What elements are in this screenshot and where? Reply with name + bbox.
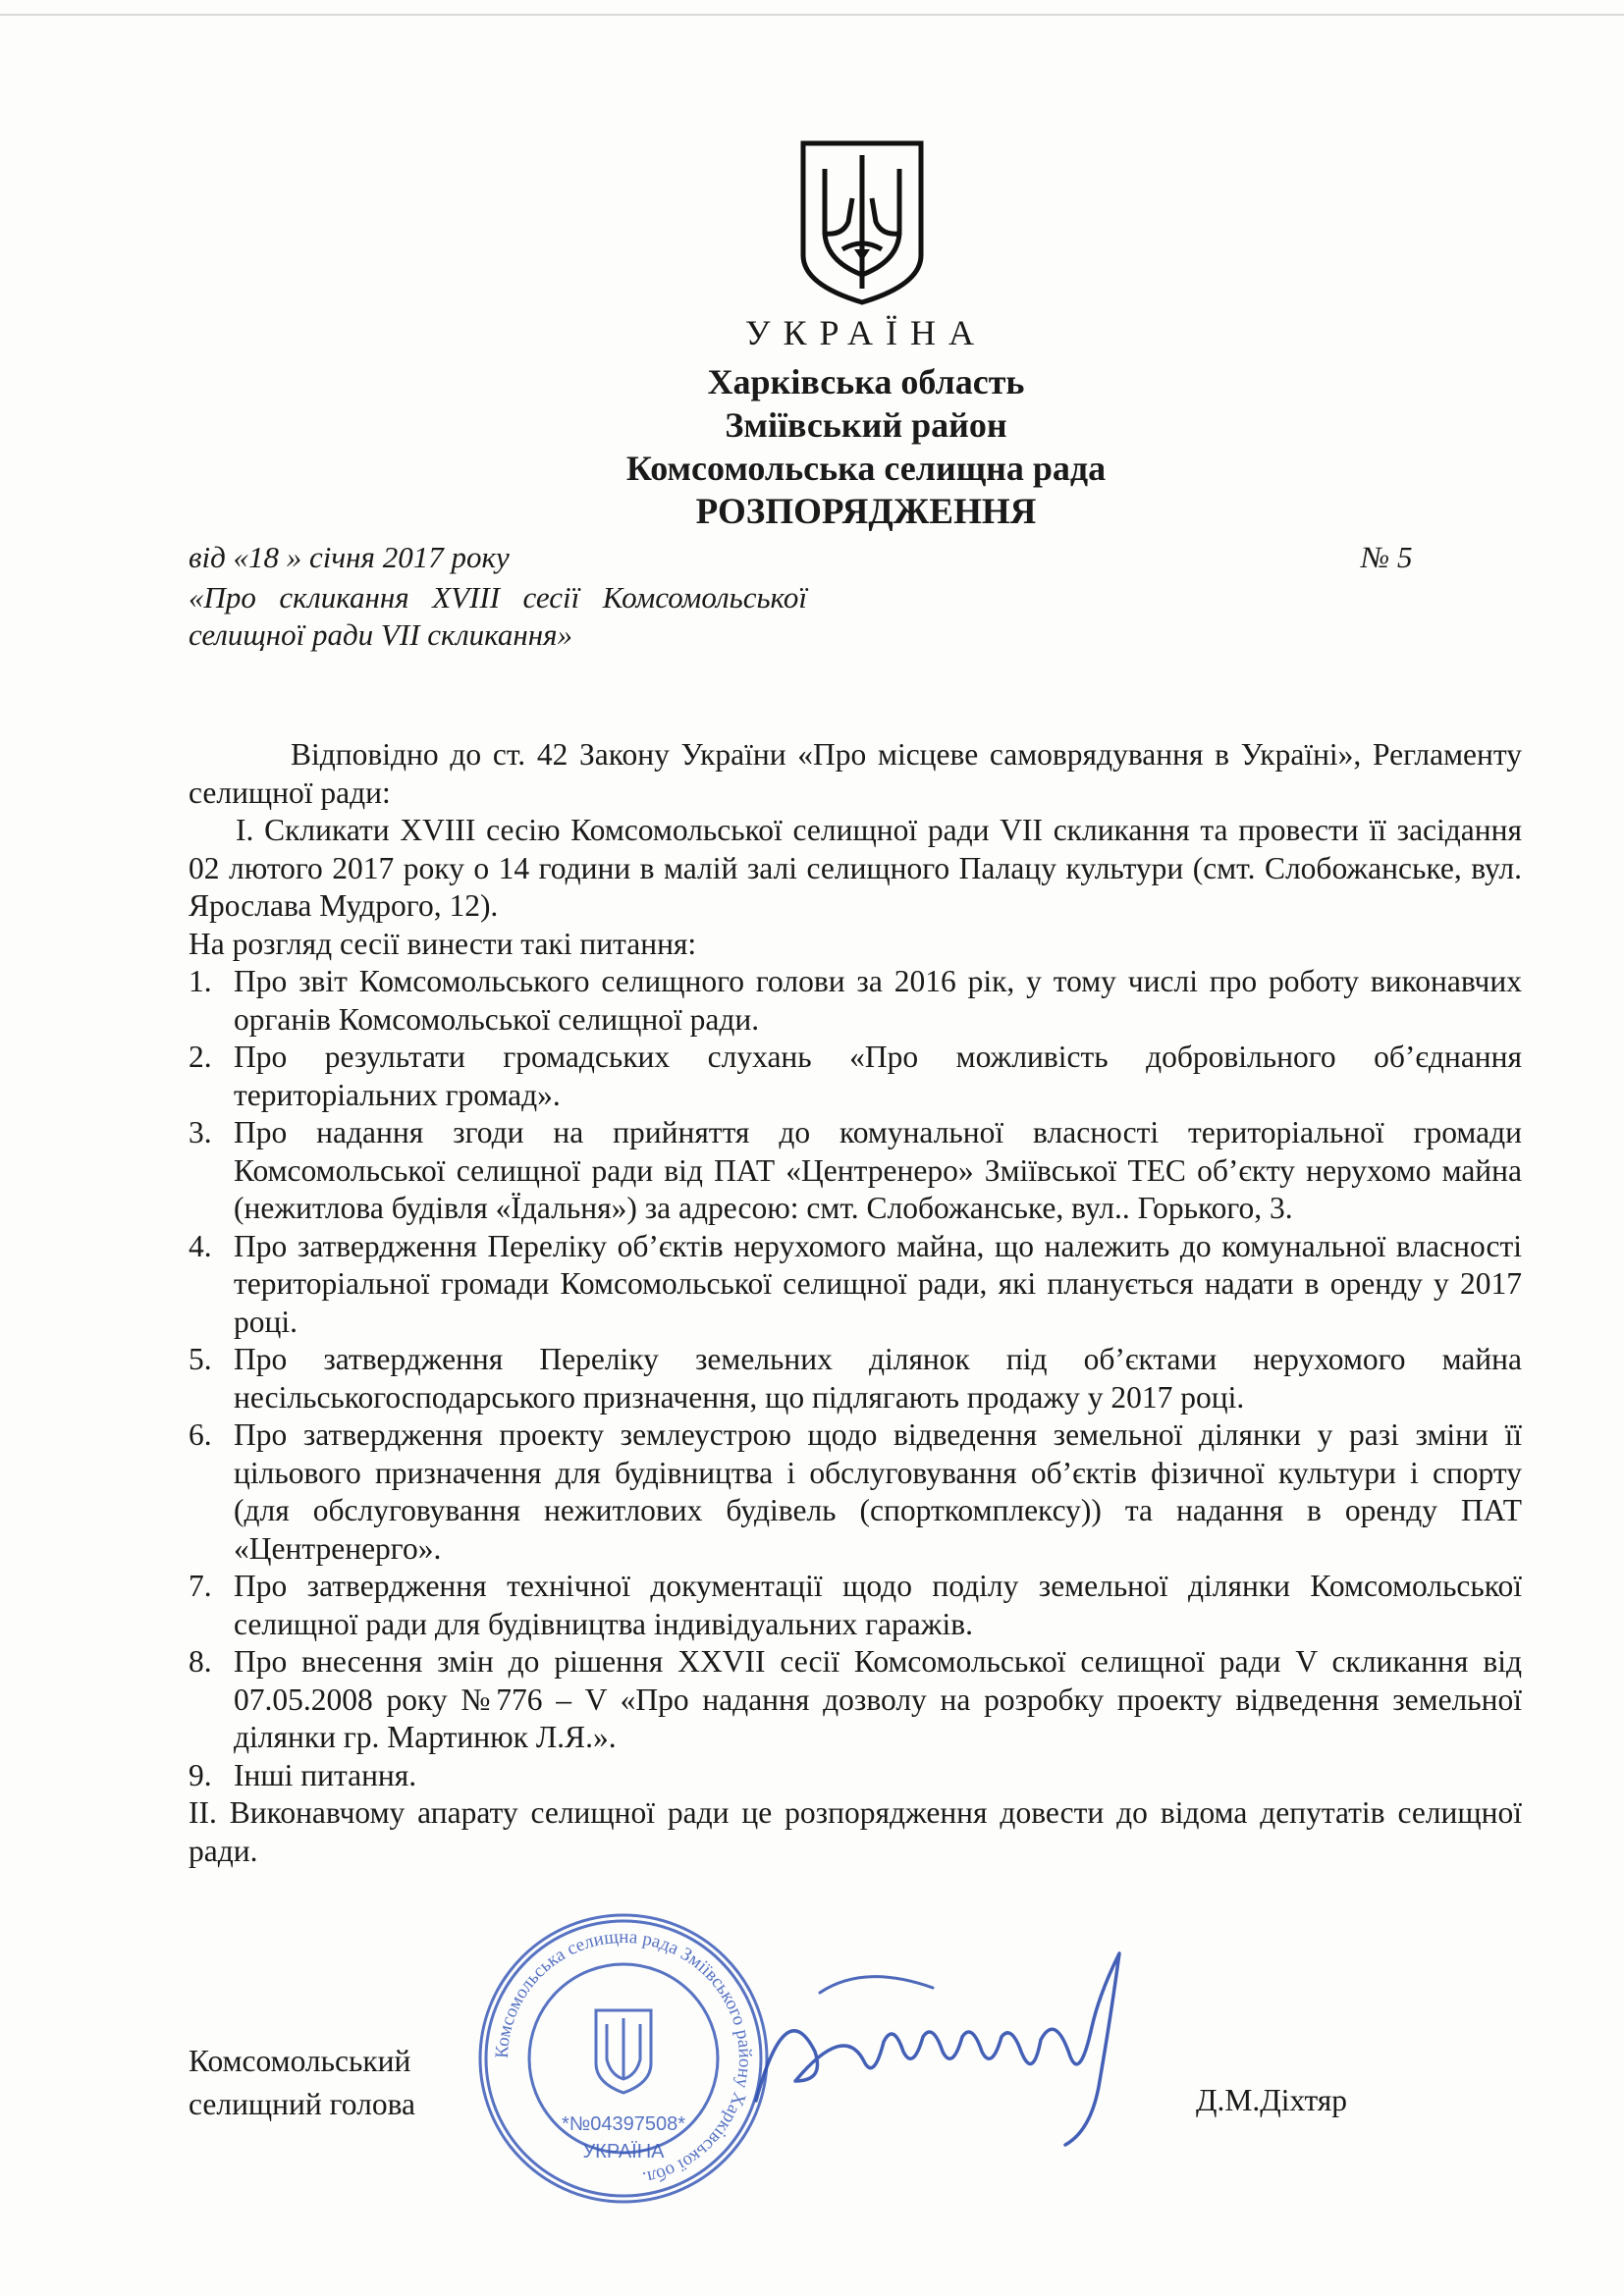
handwritten-signature [727, 1934, 1188, 2160]
list-item [189, 1228, 1522, 1342]
item-text: Про внесення змін до рішення XXVII сесії Комсомольської селищної ради V скликання від 07.05.2008 року №776 – V «Про надання дозволу на розробку проекту відведення земельної ділянки гр. Мартинюк Л.Я.». [234, 1644, 1522, 1754]
district-heading: Зміївський район [725, 405, 1007, 445]
list-item [189, 1114, 1522, 1228]
council-heading: Комсомольська селищна рада [625, 449, 1107, 488]
list-item [189, 1568, 1522, 1643]
country-heading: УКРАЇНА [745, 313, 987, 352]
position-line-2: селищний голова [189, 2087, 416, 2121]
document-body [189, 736, 1522, 1870]
document-type-heading: РОЗПОРЯДЖЕННЯ [695, 492, 1037, 532]
stamp-country: УКРАЇНА [582, 2141, 665, 2163]
item-number: 3. [189, 1115, 212, 1149]
item-number: 2. [189, 1040, 212, 1074]
item-text: Про затвердження Переліку земельних ділянок під об’єктами нерухомого майна несільськогосподарського призначення, що підлягають продажу у 2017 році. [234, 1342, 1522, 1415]
section-one: I. Скликати XVIII сесію Комсомольської селищної ради VII скликання та провести її засідання 02 лютого 2017 року о 14 години в малій залі селищного Палацу культури (смт. Слобожанське, вул. Ярослава Мудрого, 12). [189, 813, 1522, 923]
document-date: від «18 » січня 2017 року [189, 540, 510, 574]
item-number: 9. [189, 1757, 212, 1792]
item-text: Про звіт Комсомольського селищного голови за 2016 рік, у тому числі про роботу виконавчих органів Комсомольської селищної ради. [234, 964, 1522, 1037]
item-text: Про затвердження Переліку об’єктів нерухомого майна, що належить до комунальної власності територіальної громади Комсомольської селищної ради, які планується надати в оренду у 2017 році. [234, 1228, 1522, 1339]
list-item [189, 1341, 1522, 1416]
list-item [189, 1757, 1522, 1795]
item-text: Про надання згоди на прийняття до комунальної власності територіальної громади Комсомольської селищної ради від ПАТ «Центренеро» Зміївської ТЕС об’єкту нерухомо майна (нежитлова будівля «Їдальня») за адресою: смт. Слобожанське, вул.. Горького, 3. [234, 1115, 1522, 1225]
document-number: № 5 [1361, 540, 1413, 574]
item-number: 8. [189, 1644, 212, 1679]
position-line-1: Комсомольський [189, 2044, 411, 2078]
item-number: 1. [189, 964, 212, 998]
list-item [189, 1416, 1522, 1568]
signatory-position [189, 2040, 415, 2126]
section-two: II. Виконавчому апарату селищної ради це розпорядження довести до відома депутатів селищної ради. [189, 1795, 1522, 1868]
agenda-intro: На розгляд сесії винести такі питання: [189, 926, 697, 961]
item-number: 4. [189, 1228, 212, 1263]
item-number: 6. [189, 1417, 212, 1452]
signatory-name: Д.М.Діхтяр [1196, 2083, 1348, 2117]
agenda-list [189, 963, 1522, 1794]
list-item [189, 1039, 1522, 1114]
region-heading: Харківська область [707, 362, 1025, 401]
trident-emblem-icon [797, 139, 927, 306]
stamp-code: *№04397508* [561, 2113, 686, 2135]
item-text: Про затвердження проекту землеустрою щодо відведення земельної ділянки у разі зміни її цільового призначення для будівництва і обслуговування об’єктів фізичної культури і спорту (для обслуговування нежитлових будівель (спорткомплексу)) та надання в оренду ПАТ «Центренерго». [234, 1417, 1522, 1566]
list-item [189, 1643, 1522, 1757]
item-number: 5. [189, 1342, 212, 1376]
preamble: Відповідно до ст. 42 Закону України «Про місцеве самоврядування в Україні», Регламенту селищної ради: [189, 737, 1522, 810]
item-text: Інші питання. [234, 1757, 417, 1792]
item-text: Про результати громадських слухань «Про можливість добровільного об’єднання територіальних громад». [234, 1040, 1522, 1112]
list-item [189, 963, 1522, 1039]
item-text: Про затвердження технічної документації щодо поділу земельної ділянки Комсомольської селищної ради для будівництва індивідуальних гаражів. [234, 1569, 1522, 1641]
scan-top-edge [0, 14, 1624, 16]
item-number: 7. [189, 1569, 212, 1603]
document-subject: «Про скликання XVIII сесії Комсомольської селищної ради VII скликання» [189, 580, 807, 652]
stamp-ring-text: Комсомольська селищна рада Зміївського району Харківської обл. [491, 1926, 756, 2189]
